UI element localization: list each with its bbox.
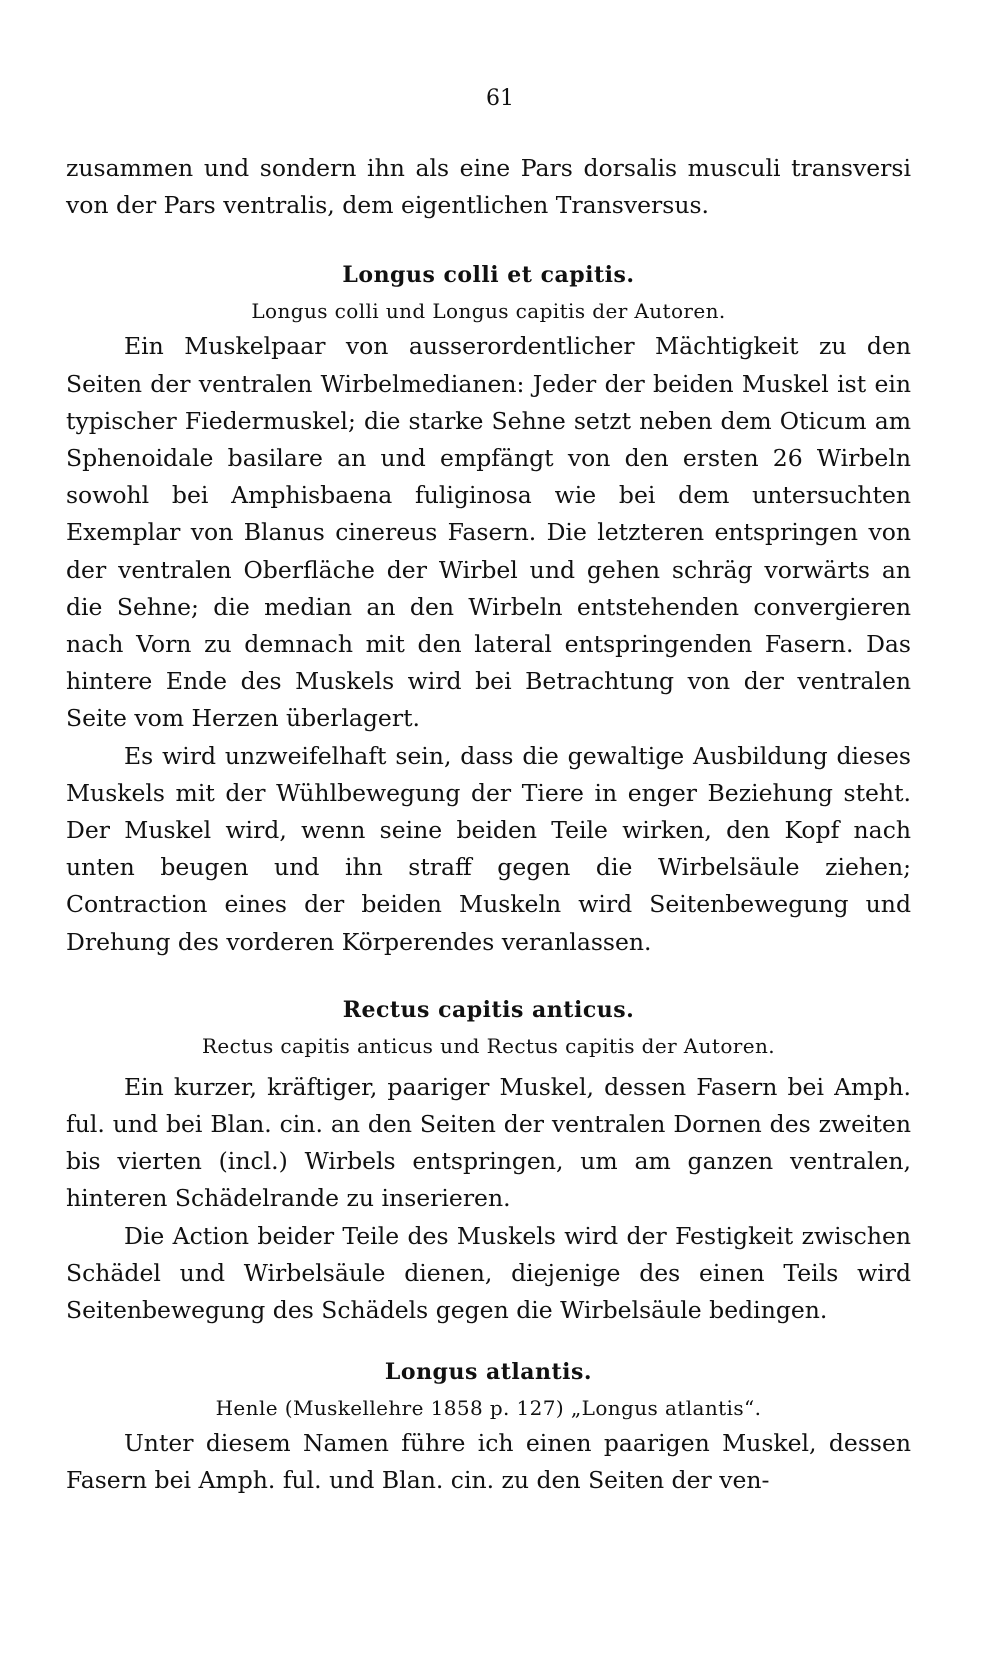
section-title: Longus atlantis. (384, 1359, 593, 1386)
intro-paragraph: zusammen und sondern ihn als eine Pars dorsalis musculi transversi von der Pars ventralis, dem eigentlichen Transversus. (66, 154, 911, 220)
section-longus-colli-et-capitis (66, 256, 911, 960)
body-paragraph: Die Action beider Teile des Muskels wird der Festigkeit zwischen Schädel und Wirbelsäule dienen, diejenige des einen Teils wird Seitenbewegung des Schädels gegen die Wirbelsäule bedingen. (66, 1221, 911, 1325)
page-content (66, 150, 911, 1500)
body-paragraph: Ein kurzer, kräftiger, paariger Muskel, dessen Fasern bei Amph. ful. und bei Blan. cin. an den Seiten der ventralen Dornen des zweiten bis vierten (incl.) Wirbels entspringen, um am ganzen ventralen, hinteren Schädelrande zu inserieren. (66, 1072, 911, 1213)
section-subtitle: Henle (Muskellehre 1858 p. 127) „Longus atlantis“. (215, 1396, 762, 1421)
section-title: Rectus capitis anticus. (342, 996, 635, 1023)
body-paragraph: Es wird unzweifelhaft sein, dass die gewaltige Ausbildung dieses Muskels mit der Wühlbewegung der Tiere in enger Beziehung steht. Der Muskel wird, wenn seine beiden Teile wirken, den Kopf nach unten beugen und ihn straff gegen die Wirbelsäule ziehen; Contraction eines der beiden Muskeln wird Seitenbewegung und Drehung des vorderen Körperendes veranlassen. (66, 741, 911, 956)
body-paragraph: Unter diesem Namen führe ich einen paarigen Muskel, dessen Fasern bei Amph. ful. und Blan. cin. zu den Seiten der ven- (66, 1429, 911, 1495)
page-number: 61 (486, 86, 514, 111)
section-subtitle: Rectus capitis anticus und Rectus capitis der Autoren. (201, 1033, 776, 1058)
section-rectus-capitis-anticus (66, 991, 911, 1329)
section-longus-atlantis (66, 1353, 911, 1499)
body-paragraph: Ein Muskelpaar von ausserordentlicher Mächtigkeit zu den Seiten der ventralen Wirbelmedianen: Jeder der beiden Muskel ist ein typischer Fiedermuskel; die starke Sehne setzt neben dem Oticum am Sphenoidale basilare an und empfängt von den ersten 26 Wirbeln sowohl bei Amphisbaena fuliginosa wie bei dem untersuchten Exemplar von Blanus cinereus Fasern. Die letzteren entspringen von der ventralen Oberfläche der Wirbel und gehen schräg vorwärts an die Sehne; die median an den Wirbeln entstehenden convergieren nach Vorn zu demnach mit den lateral entspringenden Fasern. Das hintere Ende des Muskels wird bei Betrachtung von der ventralen Seite vom Herzen überlagert. (66, 332, 911, 733)
section-subtitle: Longus colli und Longus capitis der Autoren. (251, 299, 726, 324)
section-title: Longus colli et capitis. (342, 262, 635, 289)
